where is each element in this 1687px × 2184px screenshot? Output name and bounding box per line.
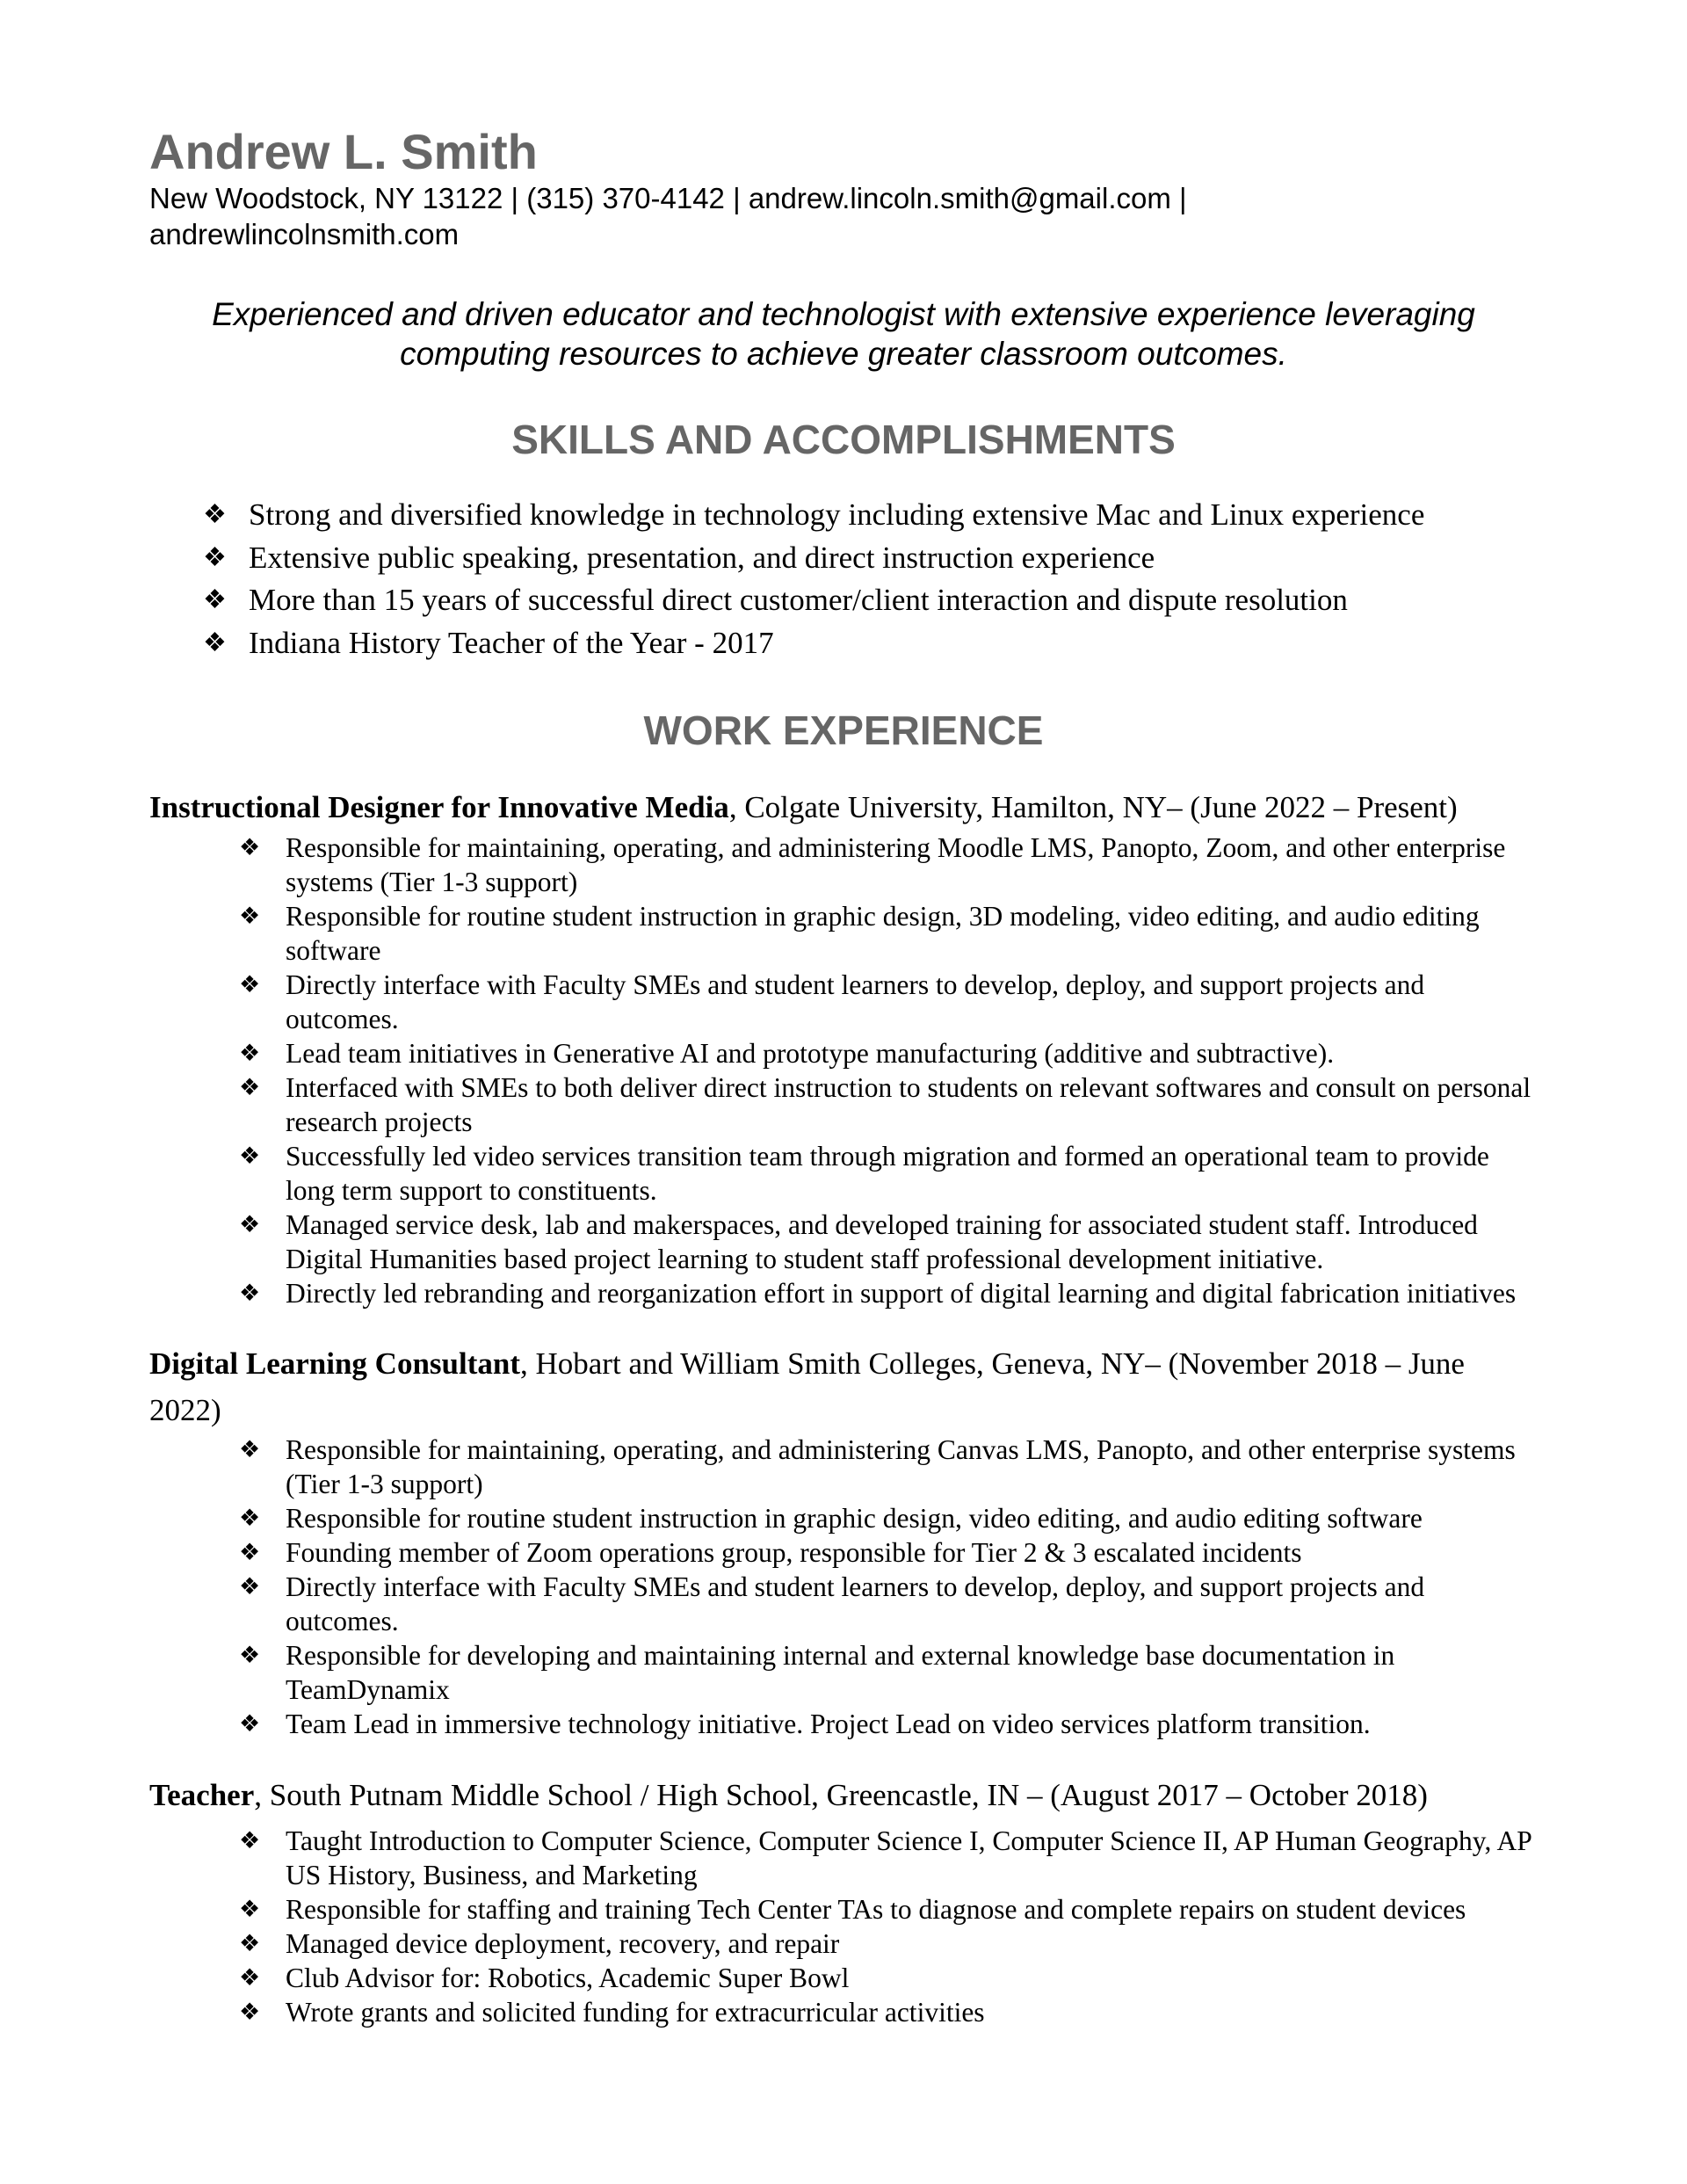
skills-section-title: SKILLS AND ACCOMPLISHMENTS [511,417,1176,462]
diamond-bullet-icon: ❖ [239,1539,261,1565]
job-bullet-item: ❖ Lead team initiatives in Generative AI and prototype manufacturing (additive and subtractive). [239,1038,1335,1069]
diamond-bullet-icon: ❖ [239,1280,261,1306]
skill-item: ❖ Extensive public speaking, presentation, and direct instruction experience [249,537,1567,580]
contact-info [149,180,1292,252]
job-details: , Hobart and William Smith Colleges, Geneva, NY– (November 2018 – June 2022) [149,1346,1465,1427]
job-role: Teacher [149,1778,255,1812]
professional-summary: Experienced and driven educator and technologist with extensive experience leveraging computing resources to achieve greater classroom outcomes. [212,296,1475,372]
skill-item: ❖ More than 15 years of successful direct customer/client interaction and dispute resolution [249,579,1567,622]
job-bullet-list [239,831,1533,1310]
job-bullet-item: ❖ Directly interface with Faculty SMEs and student learners to develop, deploy, and support projects and outcomes. [239,969,1425,1034]
diamond-bullet-icon: ❖ [239,1642,261,1668]
job-bullet-item: ❖ Interfaced with SMEs to both deliver direct instruction to students on relevant softwares and consult on personal research projects [239,1072,1531,1137]
job-bullet-item: ❖ Managed service desk, lab and makerspaces, and developed training for associated student staff. Introduced Digital Humanities based project learning to student staff professional development initiative. [239,1209,1478,1274]
diamond-bullet-icon: ❖ [239,1505,261,1531]
job-bullet-item: ❖ Taught Introduction to Computer Science, Computer Science I, Computer Science II, AP Human Geography, AP US History, Business, and Marketing [239,1825,1531,1890]
contact-line-1: New Woodstock, NY 13122 | (315) 370-4142 | andrew.lincoln.smith@gmail.com | [149,182,1187,214]
diamond-bullet-icon: ❖ [203,628,227,657]
job-bullet-item: ❖ Directly interface with Faculty SMEs and student learners to develop, deploy, and support projects and outcomes. [239,1571,1425,1636]
diamond-bullet-icon: ❖ [203,500,227,529]
diamond-bullet-icon: ❖ [239,971,261,998]
skills-list [203,494,1567,664]
work-section-title: WORK EXPERIENCE [643,707,1044,753]
job-bullet-list [239,1824,1533,2029]
diamond-bullet-icon: ❖ [203,542,227,572]
diamond-bullet-icon: ❖ [239,1930,261,1956]
job-bullet-item: ❖ Responsible for routine student instruction in graphic design, 3D modeling, video editing, and audio editing software [239,901,1480,966]
job-heading [149,1340,1529,1433]
job-details: , Colgate University, Hamilton, NY– (June 2022 – Present) [728,790,1458,824]
job-heading [149,1772,1529,1818]
job-bullet-item: ❖ Responsible for maintaining, operating, and administering Canvas LMS, Panopto, and other enterprise systems (Tier 1-3 support) [239,1434,1516,1499]
job-bullet-item: ❖ Successfully led video services transition team through migration and formed an operational team to provide long term support to constituents. [239,1141,1489,1206]
job-bullet-item: ❖ Wrote grants and solicited funding for extracurricular activities [239,1997,985,2028]
diamond-bullet-icon: ❖ [239,834,261,860]
job-bullet-item: ❖ Responsible for developing and maintaining internal and external knowledge base documentation in TeamDynamix [239,1640,1395,1705]
job-details: , South Putnam Middle School / High School, Greencastle, IN – (August 2017 – October 2018) [254,1778,1428,1812]
job-role: Digital Learning Consultant [149,1346,520,1381]
skill-item: ❖ Indiana History Teacher of the Year - 2017 [249,622,1567,665]
job-bullet-item: ❖ Responsible for maintaining, operating, and administering Moodle LMS, Panopto, Zoom, and other enterprise systems (Tier 1-3 support) [239,832,1506,897]
diamond-bullet-icon: ❖ [239,903,261,929]
skill-item: ❖ Strong and diversified knowledge in technology including extensive Mac and Linux experience [249,494,1567,537]
diamond-bullet-icon: ❖ [239,1573,261,1600]
diamond-bullet-icon: ❖ [239,1074,261,1100]
diamond-bullet-icon: ❖ [239,1710,261,1737]
job-bullet-item: ❖ Responsible for routine student instruction in graphic design, video editing, and audio editing software [239,1503,1423,1534]
job-bullet-item: ❖ Managed device deployment, recovery, and repair [239,1928,840,1959]
diamond-bullet-icon: ❖ [203,585,227,614]
job-bullet-item: ❖ Responsible for staffing and training Tech Center TAs to diagnose and complete repairs on student devices [239,1894,1466,1925]
job-role: Instructional Designer for Innovative Media [149,790,729,824]
diamond-bullet-icon: ❖ [239,1999,261,2025]
diamond-bullet-icon: ❖ [239,1211,261,1237]
job-bullet-item: ❖ Club Advisor for: Robotics, Academic Super Bowl [239,1963,850,1993]
diamond-bullet-icon: ❖ [239,1040,261,1066]
diamond-bullet-icon: ❖ [239,1964,261,1991]
diamond-bullet-icon: ❖ [239,1896,261,1922]
contact-line-2: andrewlincolnsmith.com [149,218,460,250]
job-bullet-list [239,1433,1533,1741]
job-heading [149,784,1529,831]
job-bullet-item: ❖ Team Lead in immersive technology initiative. Project Lead on video services platform transition. [239,1709,1371,1739]
job-bullet-item: ❖ Founding member of Zoom operations group, responsible for Tier 2 & 3 escalated incidents [239,1537,1302,1568]
diamond-bullet-icon: ❖ [239,1436,261,1462]
diamond-bullet-icon: ❖ [239,1143,261,1169]
job-bullet-item: ❖ Directly led rebranding and reorganization effort in support of digital learning and digital fabrication initiatives [239,1278,1517,1309]
candidate-name: Andrew L. Smith [149,124,538,179]
diamond-bullet-icon: ❖ [239,1827,261,1854]
